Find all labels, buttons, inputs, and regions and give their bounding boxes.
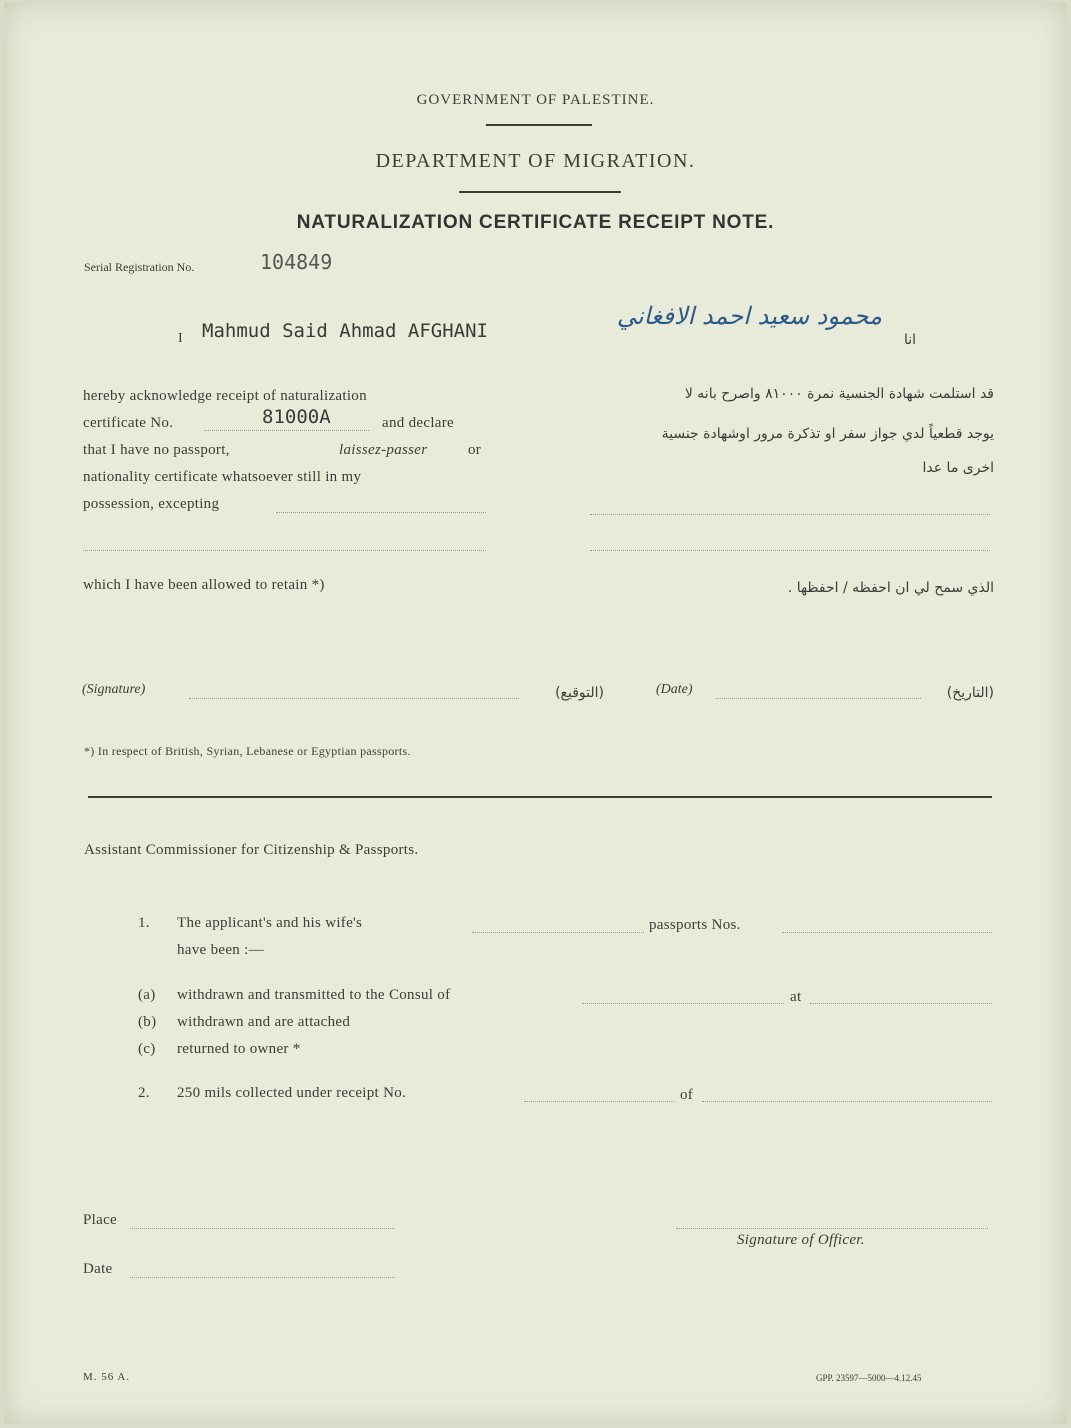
date-line: [716, 698, 921, 699]
declaration-laissez-passer: laissez-passer: [339, 442, 428, 458]
certificate-number: 81000A: [262, 406, 331, 428]
arabic-prefix: انا: [903, 332, 916, 348]
department-heading: DEPARTMENT OF MIGRATION.: [375, 150, 696, 172]
header-rule-2: [459, 191, 621, 193]
item-1-continued: have been :—: [177, 942, 264, 958]
serial-label: Serial Registration No.: [84, 260, 195, 274]
place-label: Place: [83, 1212, 117, 1228]
signature-label: (Signature): [82, 682, 146, 697]
printer-reference: GPP. 23597—5000—4.12.45: [816, 1373, 922, 1383]
receipt-date-line: [702, 1101, 992, 1102]
declarant-prefix: I: [178, 331, 183, 346]
sub-item-b-label: (b): [138, 1014, 157, 1030]
date-field-label: Date: [83, 1261, 113, 1277]
declaration-line-3c: or: [468, 442, 482, 458]
consul-at-line: [810, 1003, 992, 1004]
arabic-declaration-line-2: يوجد قطعياً لدي جواز سفر او تذكرة مرور اوشهادة جنسية: [661, 426, 994, 442]
place-line: [130, 1228, 395, 1229]
sub-item-c-text: returned to owner *: [177, 1041, 301, 1057]
wife-passport-line: [472, 932, 644, 933]
item-1-number: 1.: [138, 915, 150, 931]
receipt-no-line: [524, 1101, 674, 1102]
signature-label-arabic: (التوقيع): [555, 685, 604, 701]
office-heading: Assistant Commissioner for Citizenship & Passports.: [84, 842, 419, 858]
signature-line: [189, 698, 519, 699]
retain-text: which I have been allowed to retain *): [83, 577, 325, 593]
sub-item-b-text: withdrawn and are attached: [177, 1014, 351, 1030]
serial-number: 104849: [260, 250, 333, 274]
form-number: M. 56 A.: [83, 1371, 131, 1383]
declaration-line-2b: and declare: [382, 415, 455, 431]
excepting-line: [276, 512, 486, 513]
item-1-text: The applicant's and his wife's: [177, 915, 363, 931]
document-page: [4, 2, 1067, 1424]
document-title: NATURALIZATION CERTIFICATE RECEIPT NOTE.: [296, 212, 775, 233]
officer-signature-label: Signature of Officer.: [737, 1232, 865, 1248]
date-field-line: [130, 1277, 395, 1278]
sub-item-a-label: (a): [138, 987, 156, 1003]
date-label: (Date): [656, 682, 693, 697]
declaration-line-3a: that I have no passport,: [83, 442, 230, 458]
arabic-name-handwritten: محمود سعيد احمد الافغاني: [616, 302, 882, 330]
item-1-passports: passports Nos.: [649, 917, 741, 933]
declaration-line-2a: certificate No.: [83, 415, 174, 431]
sub-item-a-at: at: [790, 989, 802, 1005]
declaration-line-1: hereby acknowledge receipt of naturalization: [83, 388, 367, 404]
declarant-name: Mahmud Said Ahmad AFGHANI: [202, 320, 488, 342]
cert-no-line: [204, 430, 369, 431]
header-rule-1: [486, 124, 592, 126]
arabic-excepting-line-2: [590, 550, 990, 551]
passport-nos-line: [782, 932, 992, 933]
sub-item-a-text: withdrawn and transmitted to the Consul of: [177, 987, 451, 1003]
excepting-line-2: [83, 550, 486, 551]
arabic-retain-text: الذي سمح لي ان احفظه / احفظها .: [787, 580, 994, 596]
item-2-of: of: [680, 1087, 694, 1103]
declaration-line-5: possession, excepting: [83, 496, 220, 512]
consul-line: [582, 1003, 784, 1004]
item-2-number: 2.: [138, 1085, 150, 1101]
arabic-declaration-line-1: قد استلمت شهادة الجنسية نمرة ٨١٠٠٠ واصرح بانه لا: [684, 386, 994, 402]
government-heading: GOVERNMENT OF PALESTINE.: [416, 92, 655, 108]
arabic-declaration-line-3: اخرى ما عدا: [922, 460, 994, 476]
officer-signature-line: [676, 1228, 988, 1229]
date-label-arabic: (التاريخ): [946, 685, 994, 701]
footnote: *) In respect of British, Syrian, Lebanese or Egyptian passports.: [84, 744, 411, 758]
sub-item-c-label: (c): [138, 1041, 156, 1057]
arabic-excepting-line: [590, 514, 990, 515]
declaration-line-4: nationality certificate whatsoever still in my: [83, 469, 362, 485]
item-2-text: 250 mils collected under receipt No.: [177, 1085, 407, 1101]
section-divider: [88, 796, 992, 798]
